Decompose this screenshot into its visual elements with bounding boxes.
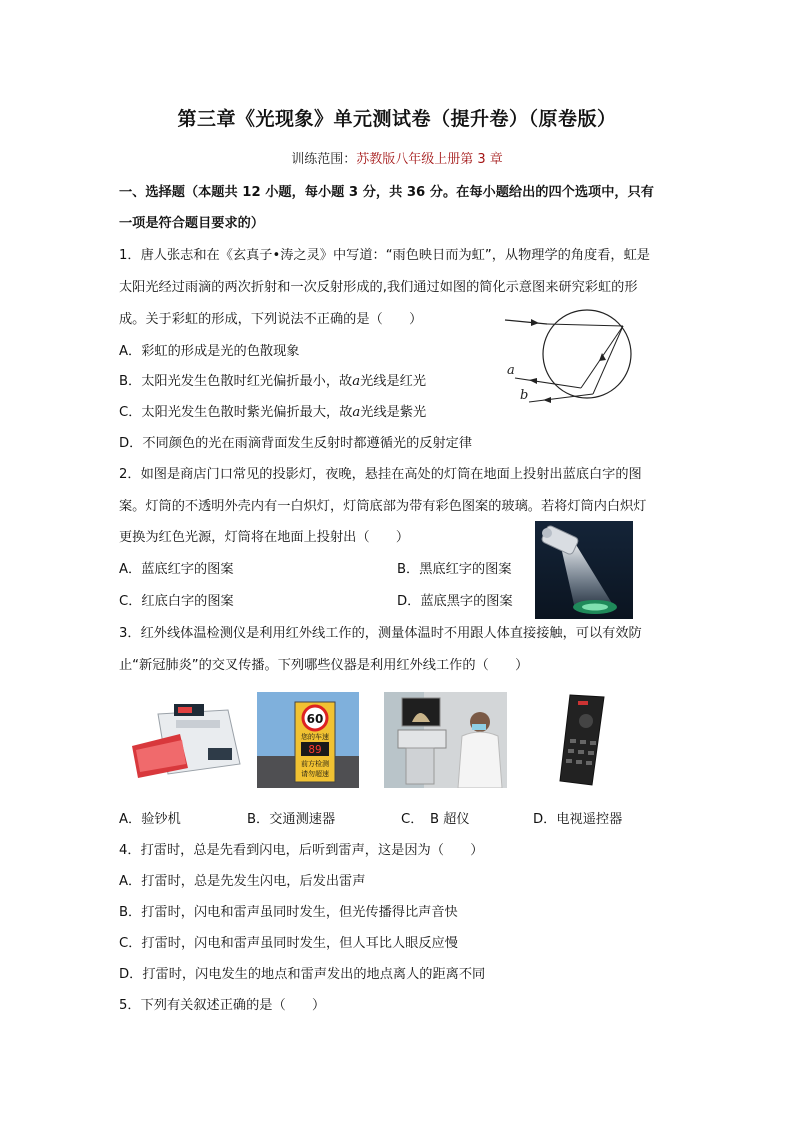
q1-option-d: D．不同颜色的光在雨滴背面发生反射时都遵循光的反射定律 <box>119 436 473 451</box>
q1-option-a: A．彩虹的形成是光的色散现象 <box>119 344 300 359</box>
ray-label-a: a <box>507 363 515 378</box>
sign-text-no-speeding: 请勿超速 <box>301 770 329 778</box>
section-heading-line2: 一项是符合题目要求的） <box>119 216 265 231</box>
sign-speed-limit: 60 <box>306 712 324 726</box>
q4-option-b: B．打雷时，闪电和雷声虽同时发生，但光传播得比声音快 <box>119 905 458 920</box>
range-label: 训练范围： <box>291 152 357 167</box>
money-counter-photo <box>128 694 246 786</box>
q5-stem: 5．下列有关叙述正确的是（ ） <box>119 998 326 1013</box>
q2-stem-line2: 案。灯筒的不透明外壳内有一白炽灯，灯筒底部为带有彩色图案的玻璃。若将灯筒内白炽灯 <box>119 499 647 514</box>
tv-remote-photo <box>556 691 614 789</box>
training-range <box>0 148 794 167</box>
q2-stem-line3: 更换为红色光源，灯筒将在地面上投射出（ ） <box>119 530 410 545</box>
page-title: 第三章《光现象》单元测试卷（提升卷）（原卷版） <box>177 108 617 130</box>
q4-option-d: D．打雷时，闪电发生的地点和雷声发出的地点离人的距离不同 <box>119 967 486 982</box>
q4-stem: 4．打雷时，总是先看到闪电，后听到雷声，这是因为（ ） <box>119 843 484 858</box>
traffic-speed-sign-photo <box>257 692 359 788</box>
ray-label-b: b <box>520 388 529 403</box>
q2-option-a: A．蓝底红字的图案 <box>119 562 234 577</box>
q2-option-b: B．黑底红字的图案 <box>397 562 512 577</box>
q3-option-d: D．电视遥控器 <box>533 812 623 827</box>
q1-stem-line2: 太阳光经过雨滴的两次折射和一次反射形成的,我们通过如图的简化示意图来研究彩虹的形 <box>119 280 638 295</box>
q3-option-b: B．交通测速器 <box>247 812 336 827</box>
q1-stem-line1: 1．唐人张志和在《玄真子•涛之灵》中写道：“雨色映日而为虹”，从物理学的角度看，虹是 <box>119 248 650 263</box>
projection-lamp-photo <box>535 521 633 619</box>
q2-stem-line1: 2．如图是商店门口常见的投影灯，夜晚，悬挂在高处的灯筒在地面上投射出蓝底白字的图 <box>119 467 642 482</box>
range-value: 苏教版八年级上册第 3 章 <box>356 152 503 167</box>
q2-option-d: D．蓝底黑字的图案 <box>397 594 513 609</box>
q1-stem-line3: 成。关于彩虹的形成，下列说法不正确的是（ ） <box>119 312 423 327</box>
raindrop-diagram <box>495 306 675 410</box>
section-heading-line1: 一、选择题（本题共 12 小题，每小题 3 分，共 36 分。在每小题给出的四个选项中，只有 <box>119 185 654 200</box>
q3-stem-line2: 止“新冠肺炎”的交叉传播。下列哪些仪器是利用红外线工作的（ ） <box>119 658 529 673</box>
q4-option-a: A．打雷时，总是先发生闪电，后发出雷声 <box>119 874 366 889</box>
q4-option-c: C．打雷时，闪电和雷声虽同时发生，但人耳比人眼反应慢 <box>119 936 458 951</box>
q1-option-c: C．太阳光发生色散时紫光偏折最大，故a光线是紫光 <box>119 405 427 420</box>
b-ultrasound-photo <box>384 692 507 788</box>
q3-option-a: A．验钞机 <box>119 812 181 827</box>
q3-option-c: C． B 超仪 <box>401 812 470 827</box>
sign-speed-reading: 89 <box>308 743 322 756</box>
q3-stem-line1: 3．红外线体温检测仪是利用红外线工作的，测量体温时不用跟人体直接接触，可以有效防 <box>119 626 642 641</box>
q1-option-b: B．太阳光发生色散时红光偏折最小，故a光线是红光 <box>119 374 427 389</box>
sign-text-detect: 前方检测 <box>301 760 329 768</box>
sign-text-your-speed: 您的车速 <box>301 733 329 741</box>
q2-option-c: C．红底白字的图案 <box>119 594 234 609</box>
